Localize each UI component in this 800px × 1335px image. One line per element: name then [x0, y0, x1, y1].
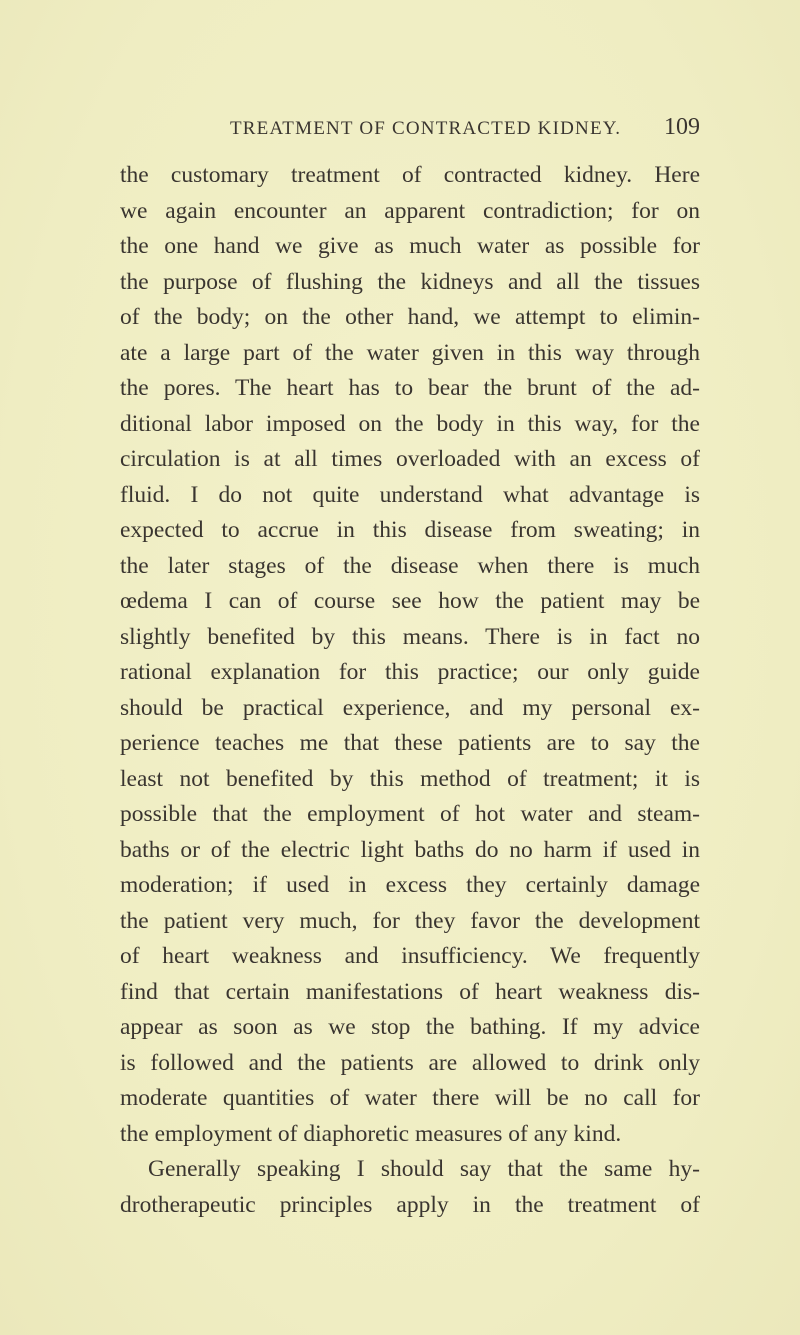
- text-line: drotherapeutic principles apply in the treatment of: [120, 1191, 700, 1218]
- text-line: slightly benefited by this means. There is in fact no: [120, 623, 700, 650]
- text-line: œdema I can of course see how the patient may be: [120, 588, 700, 614]
- text-line: baths or of the electric light baths do no harm if used in: [120, 836, 700, 863]
- text-line: ditional labor imposed on the body in this way, for the: [120, 410, 700, 437]
- text-line: is followed and the patients are allowed to drink only: [120, 1049, 700, 1076]
- text-line: moderation; if used in excess they certainly damage: [120, 872, 700, 898]
- text-line: perience teaches me that these patients are to say the: [120, 730, 700, 756]
- text-line: of the body; on the other hand, we attempt to elimin-: [120, 304, 700, 330]
- text-line: circulation is at all times overloaded with an excess of: [120, 446, 700, 472]
- text-line: the one hand we give as much water as possible for: [120, 233, 700, 259]
- text-line: the later stages of the disease when there is much: [120, 552, 700, 579]
- text-line: fluid. I do not quite understand what advantage is: [120, 481, 700, 508]
- text-line: ate a large part of the water given in this way through: [120, 339, 700, 366]
- body-text: [120, 158, 700, 1223]
- text-line: least not benefited by this method of treatment; it is: [120, 765, 700, 792]
- text-line: find that certain manifestations of heart weakness dis-: [120, 978, 700, 1005]
- text-line: the customary treatment of contracted kidney. Here: [120, 162, 700, 188]
- page-header: [230, 116, 700, 146]
- text-line: the employment of diaphoretic measures of any kind.: [120, 1120, 622, 1147]
- text-line: Generally speaking I should say that the same hy-: [148, 1156, 700, 1182]
- text-line: expected to accrue in this disease from sweating; in: [120, 517, 700, 543]
- text-line: possible that the employment of hot water and steam-: [120, 801, 700, 827]
- text-line: rational explanation for this practice; our only guide: [120, 659, 700, 685]
- text-line: appear as soon as we stop the bathing. If my advice: [120, 1014, 700, 1040]
- text-line: the purpose of flushing the kidneys and all the tissues: [120, 268, 700, 295]
- text-line: the pores. The heart has to bear the brunt of the ad-: [120, 375, 700, 401]
- text-line: should be practical experience, and my personal ex-: [120, 694, 700, 721]
- text-line: moderate quantities of water there will be no call for: [120, 1085, 700, 1111]
- page-number: 109: [664, 114, 700, 140]
- text-line: we again encounter an apparent contradiction; for on: [120, 197, 700, 224]
- running-head: TREATMENT OF CONTRACTED KIDNEY.: [230, 118, 622, 139]
- text-line: the patient very much, for they favor the development: [120, 907, 700, 934]
- text-line: of heart weakness and insufficiency. We frequently: [120, 943, 700, 969]
